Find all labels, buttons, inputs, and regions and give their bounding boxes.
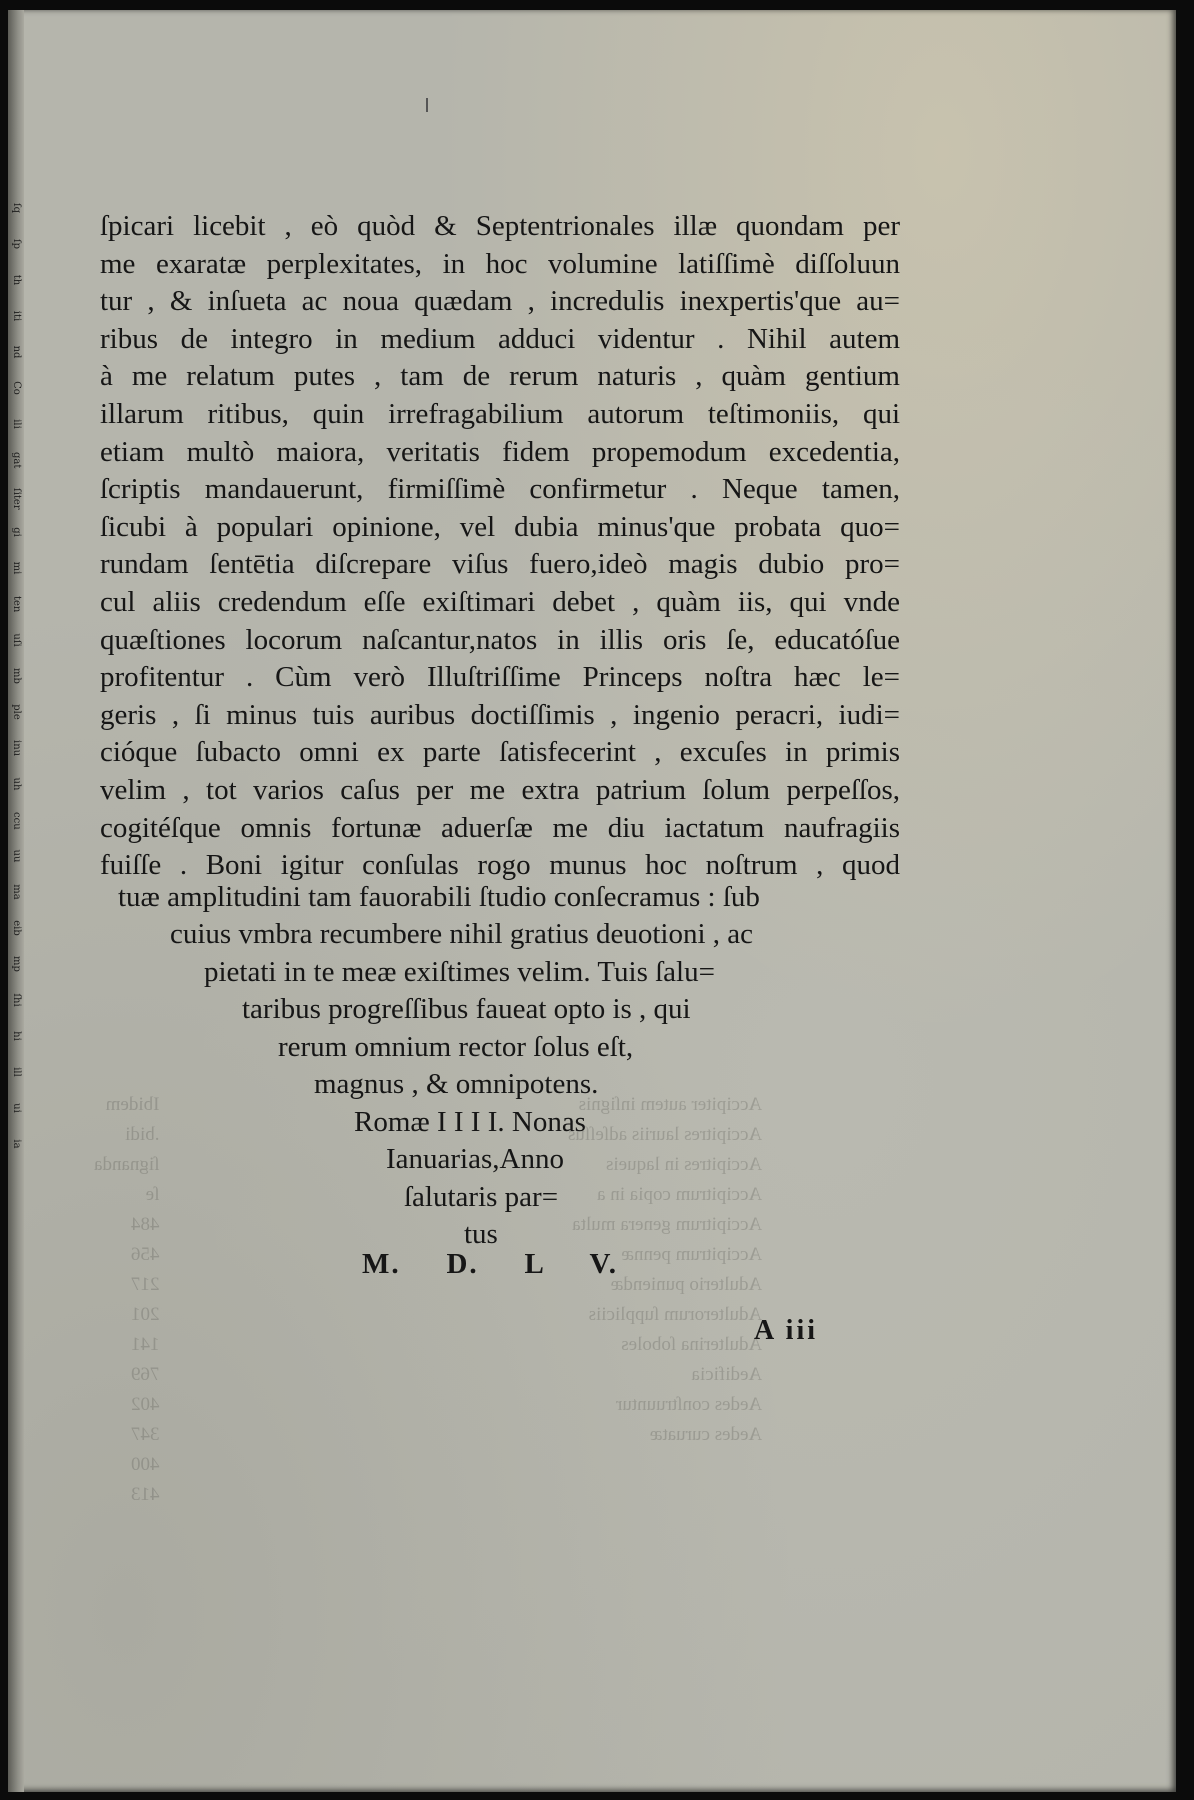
show-through-line: ſignanda (94, 1154, 160, 1175)
margin-fragment: nd (11, 345, 22, 359)
margin-fragment: ili (11, 419, 22, 429)
book-page (8, 10, 1176, 1792)
show-through-line: Accipitrum copia in a (597, 1184, 763, 1205)
show-through-line: Accipitres lauriis adſeſſus (568, 1124, 763, 1145)
show-through-line: Adulterina ſoboles (621, 1334, 763, 1355)
text-line: me exaratæ perplexitates, in hoc volumine latiſſimè diſſoluun (100, 247, 900, 280)
margin-fragment: th (11, 274, 22, 286)
text-line: cul aliis credendum eſſe exiſtimari debet , quàm iis, qui vnde (100, 585, 900, 618)
signature-mark: A iii (754, 1315, 819, 1346)
text-line: ſcriptis mandauerunt, firmiſſimè confirmetur . Neque tamen, (100, 473, 900, 506)
margin-fragment: ccu (11, 812, 22, 830)
show-through-line: 217 (130, 1274, 160, 1295)
show-through-line: Adulterio puniendæ (610, 1274, 763, 1295)
show-through-line: 484 (130, 1214, 160, 1235)
show-through-line: 402 (130, 1394, 160, 1415)
show-through-line: Aedificia (691, 1364, 763, 1385)
show-through-line: Accipiter autem inſignis (578, 1094, 763, 1115)
show-through-line: 413 (130, 1484, 160, 1505)
margin-fragment: inu (11, 740, 22, 757)
show-through-line: .bidi (125, 1124, 160, 1145)
closing-line: tuæ amplitudini tam fauorabili ſtudio conſecramus : ſub (118, 881, 760, 913)
show-through-line: 347 (130, 1424, 160, 1445)
folio-mark (426, 98, 428, 112)
show-through-line: 400 (130, 1454, 160, 1475)
date-line: Romæ I I I I. Nonas (354, 1106, 586, 1138)
body-text (100, 208, 900, 885)
margin-fragment: mb (11, 668, 22, 684)
margin-fragment: uſi (11, 633, 22, 647)
show-through-line: Accipitrum pennæ (621, 1244, 763, 1265)
show-through-line: 456 (130, 1244, 160, 1265)
show-through-line: Aedes conſtruuntur (616, 1394, 763, 1415)
text-line: velim , tot varios caſus per me extra patrium ſolum perpeſſos, (100, 773, 900, 806)
text-line: geris , ſi minus tuis auribus doctiſſimis , ingenio peracri, iudi= (100, 698, 900, 731)
text-line: cogitéſque omnis fortunæ aduerſæ me diu iactatum naufragiis (100, 811, 900, 844)
text-line: illarum ritibus, quin irrefragabilium autorum teſtimoniis, qui (100, 397, 900, 430)
text-line: rundam ſentētia diſcrepare viſus fuero,ideò magis dubio pro= (100, 548, 900, 581)
margin-fragment: ma (11, 884, 22, 900)
show-through-line: 141 (130, 1334, 160, 1355)
show-through-line: Ibidem (105, 1094, 160, 1115)
show-through-index-left (94, 1090, 159, 1510)
show-through-line: Accipitrum genera multa (572, 1214, 763, 1235)
margin-fragment: ſq (11, 202, 22, 214)
margin-fragment: mi (11, 561, 22, 575)
show-through-line: Aedes curuatæ (649, 1424, 763, 1445)
margin-fragment: ill (11, 1067, 22, 1077)
margin-fragment: ten (11, 596, 22, 613)
imprint-year: M. D. L V. (362, 1248, 618, 1280)
margin-fragment: hi (11, 1031, 22, 1041)
binding-gutter (8, 10, 24, 1792)
date-line: Ianuarias,Anno (386, 1143, 564, 1175)
closing-line: taribus progreſſibus faueat opto is , qui (242, 993, 691, 1025)
text-line: ſicubi à populari opinione, vel dubia minus'que probata quo= (100, 510, 900, 543)
date-line: tus (464, 1218, 498, 1250)
text-line: cióque ſubacto omni ex parte ſatisfecerint , excuſes in primis (100, 736, 900, 769)
margin-fragment: ia (11, 1139, 22, 1149)
closing-line: pietati in te meæ exiſtimes velim. Tuis ſalu= (204, 956, 715, 988)
show-through-line: 769 (130, 1364, 160, 1385)
text-line: ſpicari licebit , eò quòd & Septentrionales illæ quondam per (100, 210, 900, 242)
margin-fragment: gi (11, 527, 22, 537)
text-line: tur , & inſueta ac noua quædam , incredulis inexpertis'que au= (100, 285, 900, 318)
margin-fragment: ſhi (11, 993, 22, 1007)
margin-fragment: Co (11, 381, 22, 395)
margin-fragment: ſiter (11, 488, 22, 510)
show-through-line: Accipitres in laqueis (605, 1154, 763, 1175)
text-line: profitentur . Cùm verò Illuſtriſſime Princeps noſtra hæc le= (100, 661, 900, 694)
margin-fragment: mp (11, 956, 22, 972)
facing-page-margin-fragments (8, 190, 24, 1162)
text-line: fuiſſe . Boni igitur conſulas rogo munus hoc noſtrum , quod (100, 849, 900, 882)
margin-fragment: eib (11, 920, 22, 936)
show-through-line: Adulterorum ſuppliciis (588, 1304, 763, 1325)
closing-line: rerum omnium rector ſolus eſt, (278, 1031, 634, 1063)
show-through-line: ſe (145, 1184, 160, 1205)
closing-line: cuius vmbra recumbere nihil gratius deuotioni , ac (170, 918, 754, 950)
text-line: etiam multò maiora, veritatis fidem propemodum excedentia, (100, 435, 900, 468)
margin-fragment: ſp (11, 238, 22, 250)
closing-line: magnus , & omnipotens. (314, 1068, 599, 1100)
margin-fragment: uh (11, 777, 22, 791)
text-line: quæſtiones locorum naſcantur,natos in illis oris ſe, educatóſue (100, 623, 900, 656)
date-line: ſalutaris par= (404, 1181, 559, 1213)
margin-fragment: gat (11, 452, 22, 469)
show-through-line: 201 (130, 1304, 160, 1325)
margin-fragment: ple (11, 704, 22, 720)
margin-fragment: ui (11, 1103, 22, 1113)
text-line: à me relatum putes , tam de rerum naturis , quàm gentium (100, 360, 900, 393)
margin-fragment: iti (11, 310, 22, 322)
text-line: ribus de integro in medium adduci videntur . Nihil autem (100, 322, 900, 355)
margin-fragment: uu (11, 849, 22, 863)
